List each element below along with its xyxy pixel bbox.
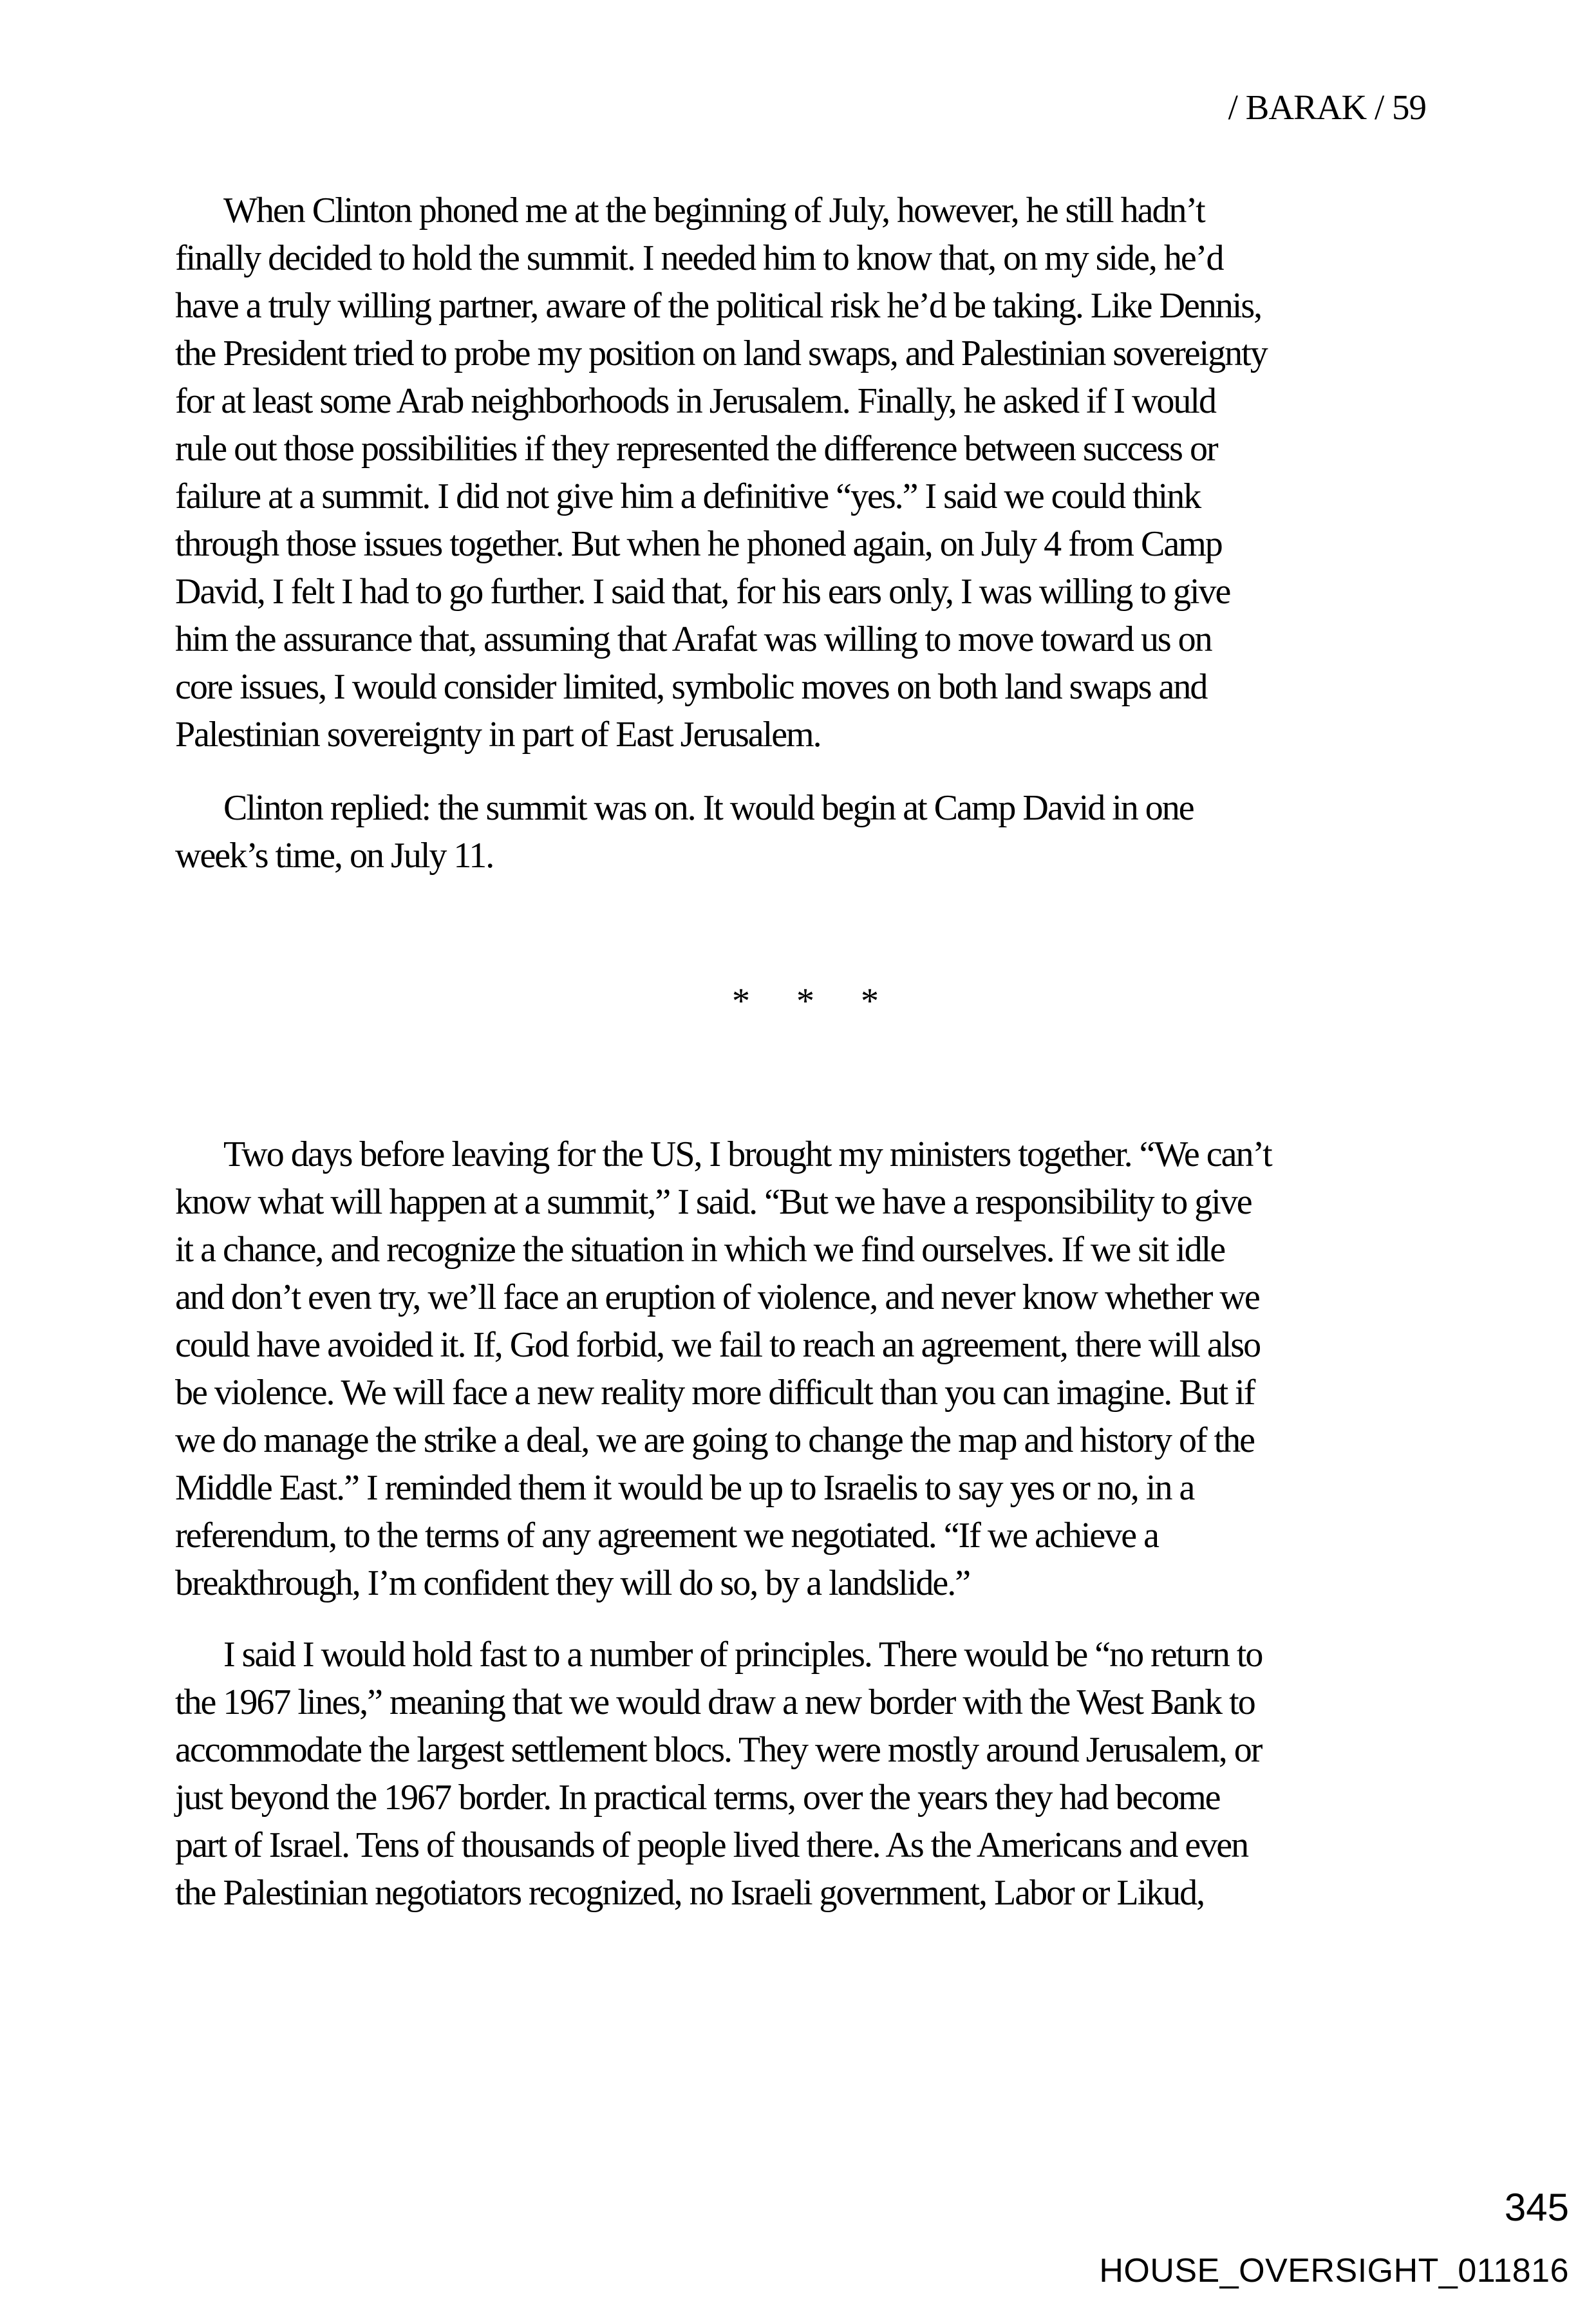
text-line: part of Israel. Tens of thousands of people lived there. As the Americans and even — [175, 1825, 1248, 1865]
text-line: I said I would hold fast to a number of principles. There would be “no return to — [223, 1635, 1263, 1675]
text-line: Palestinian sovereignty in part of East Jerusalem. — [175, 715, 821, 755]
text-line: referendum, to the terms of any agreement we negotiated. “If we achieve a — [175, 1516, 1158, 1556]
text-line: him the assurance that, assuming that Arafat was willing to move toward us on — [175, 619, 1212, 659]
bates-stamp: HOUSE_OVERSIGHT_011816 — [1099, 2252, 1569, 2289]
text-line: rule out those possibilities if they represented the difference between success or — [175, 429, 1217, 469]
paragraph-ministers-meeting — [175, 1131, 1456, 1607]
text-line: When Clinton phoned me at the beginning of July, however, he still hadn’t — [223, 191, 1205, 230]
text-line: finally decided to hold the summit. I needed him to know that, on my side, he’d — [175, 238, 1223, 278]
text-line: Middle East.” I reminded them it would be up to Israelis to say yes or no, in a — [175, 1468, 1194, 1508]
text-line: David, I felt I had to go further. I said that, for his ears only, I was willing to give — [175, 572, 1230, 612]
text-line: Two days before leaving for the US, I brought my ministers together. “We can’t — [223, 1134, 1272, 1174]
text-line: just beyond the 1967 border. In practical terms, over the years they had become — [175, 1778, 1220, 1818]
text-line: know what will happen at a summit,” I said. “But we have a responsibility to give — [175, 1182, 1252, 1222]
text-line: be violence. We will face a new reality more difficult than you can imagine. But if — [175, 1373, 1255, 1413]
text-line: could have avoided it. If, God forbid, we fail to reach an agreement, there will also — [175, 1325, 1261, 1365]
running-header: / BARAK / 59 — [1228, 88, 1426, 127]
text-line: Clinton replied: the summit was on. It would begin at Camp David in one — [223, 788, 1194, 828]
text-line: have a truly willing partner, aware of the political risk he’d be taking. Like Dennis, — [175, 286, 1262, 326]
page-number: 345 — [1504, 2186, 1569, 2229]
text-line: the 1967 lines,” meaning that we would draw a new border with the West Bank to — [175, 1682, 1255, 1722]
section-separator: * * * — [732, 981, 879, 1021]
text-line: breakthrough, I’m confident they will do so, by a landslide.” — [175, 1563, 970, 1603]
text-line: through those issues together. But when he phoned again, on July 4 from Camp — [175, 524, 1222, 564]
text-line: we do manage the strike a deal, we are going to change the map and history of the — [175, 1420, 1255, 1460]
text-line: accommodate the largest settlement blocs. They were mostly around Jerusalem, or — [175, 1730, 1262, 1770]
paragraph-summit-confirmed — [175, 784, 1456, 879]
text-line: core issues, I would consider limited, symbolic moves on both land swaps and — [175, 667, 1207, 707]
paragraph-principles — [175, 1631, 1456, 1917]
text-line: failure at a summit. I did not give him a definitive “yes.” I said we could think — [175, 476, 1201, 516]
text-line: the President tried to probe my position on land swaps, and Palestinian sovereignty — [175, 334, 1267, 373]
text-line: the Palestinian negotiators recognized, no Israeli government, Labor or Likud, — [175, 1873, 1205, 1913]
paragraph-clinton-phone-call — [175, 187, 1456, 758]
text-line: and don’t even try, we’ll face an eruption of violence, and never know whether we — [175, 1277, 1259, 1317]
text-line: for at least some Arab neighborhoods in Jerusalem. Finally, he asked if I would — [175, 381, 1216, 421]
text-line: week’s time, on July 11. — [175, 836, 494, 876]
text-line: it a chance, and recognize the situation in which we find ourselves. If we sit idle — [175, 1230, 1225, 1270]
